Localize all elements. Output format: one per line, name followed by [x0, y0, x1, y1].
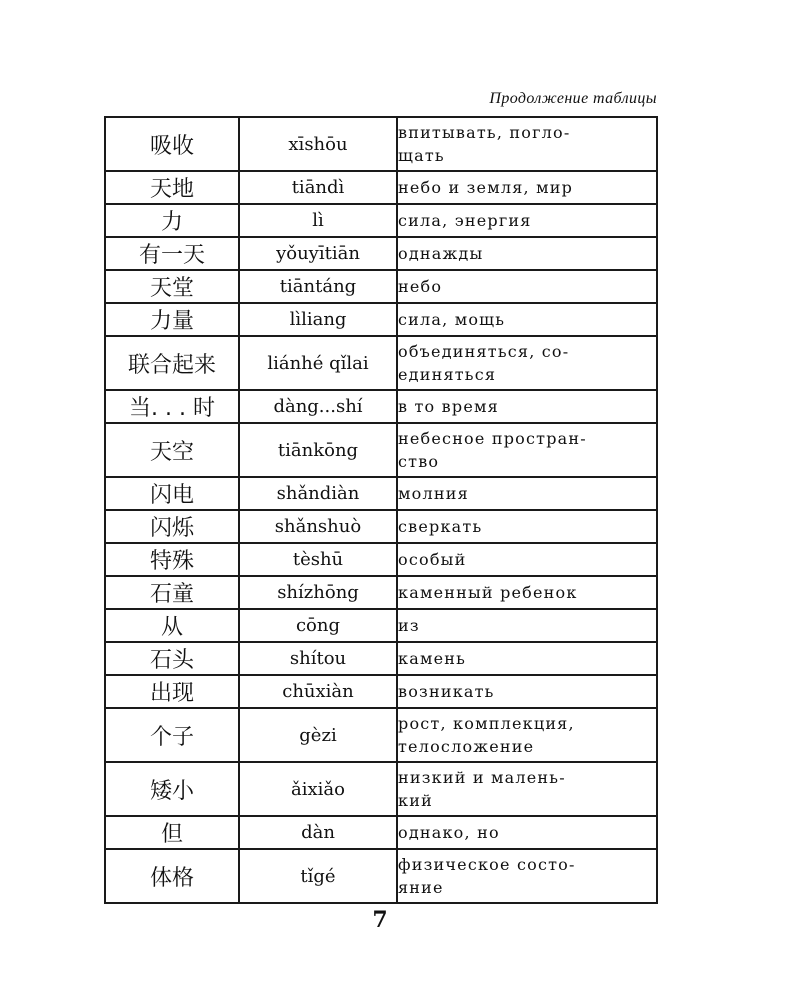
pinyin-cell: tǐgé	[239, 849, 397, 903]
translation-cell: небо	[397, 270, 657, 303]
pinyin-cell: gèzi	[239, 708, 397, 762]
hanzi-cell: 吸收	[105, 117, 239, 171]
pinyin-cell: dàn	[239, 816, 397, 849]
hanzi-cell: 体格	[105, 849, 239, 903]
translation-cell: в то время	[397, 390, 657, 423]
hanzi-cell: 出现	[105, 675, 239, 708]
hanzi-cell: 有一天	[105, 237, 239, 270]
table-row	[105, 390, 657, 423]
table-continuation-caption: Продолжение таблицы	[489, 90, 657, 107]
pinyin-cell: lì	[239, 204, 397, 237]
hanzi-cell: 但	[105, 816, 239, 849]
hanzi-cell: 天堂	[105, 270, 239, 303]
pinyin-cell: tiānkōng	[239, 423, 397, 477]
table-row	[105, 543, 657, 576]
vocabulary-table	[104, 116, 658, 904]
table-row	[105, 849, 657, 903]
table-row	[105, 708, 657, 762]
translation-cell: рост, комплекция, телосложение	[397, 708, 657, 762]
translation-cell: из	[397, 609, 657, 642]
hanzi-cell: 当. . . 时	[105, 390, 239, 423]
translation-cell: небо и земля, мир	[397, 171, 657, 204]
table-row	[105, 477, 657, 510]
pinyin-cell: tèshū	[239, 543, 397, 576]
hanzi-cell: 石童	[105, 576, 239, 609]
page-number: 7	[372, 907, 388, 933]
hanzi-cell: 从	[105, 609, 239, 642]
hanzi-cell: 矮小	[105, 762, 239, 816]
translation-cell: однако, но	[397, 816, 657, 849]
hanzi-cell: 石头	[105, 642, 239, 675]
hanzi-cell: 联合起来	[105, 336, 239, 390]
pinyin-cell: lìliang	[239, 303, 397, 336]
pinyin-cell: shízhōng	[239, 576, 397, 609]
hanzi-cell: 闪烁	[105, 510, 239, 543]
translation-cell: однажды	[397, 237, 657, 270]
hanzi-cell: 天空	[105, 423, 239, 477]
table-row	[105, 270, 657, 303]
table-row	[105, 609, 657, 642]
table-row	[105, 642, 657, 675]
pinyin-cell: dàng...shí	[239, 390, 397, 423]
pinyin-cell: chūxiàn	[239, 675, 397, 708]
vocabulary-table-body	[105, 117, 657, 903]
table-row	[105, 576, 657, 609]
translation-cell: сила, энергия	[397, 204, 657, 237]
hanzi-cell: 力量	[105, 303, 239, 336]
hanzi-cell: 特殊	[105, 543, 239, 576]
table-row	[105, 303, 657, 336]
translation-cell: низкий и малень- кий	[397, 762, 657, 816]
table-row	[105, 336, 657, 390]
table-row	[105, 816, 657, 849]
pinyin-cell: liánhé qǐlai	[239, 336, 397, 390]
translation-cell: сила, мощь	[397, 303, 657, 336]
translation-cell: сверкать	[397, 510, 657, 543]
hanzi-cell: 闪电	[105, 477, 239, 510]
translation-cell: каменный ребенок	[397, 576, 657, 609]
table-row	[105, 117, 657, 171]
table-row	[105, 423, 657, 477]
pinyin-cell: ǎixiǎo	[239, 762, 397, 816]
table-row	[105, 762, 657, 816]
pinyin-cell: yǒuyītiān	[239, 237, 397, 270]
translation-cell: молния	[397, 477, 657, 510]
pinyin-cell: shǎnshuò	[239, 510, 397, 543]
pinyin-cell: shǎndiàn	[239, 477, 397, 510]
table-row	[105, 675, 657, 708]
hanzi-cell: 力	[105, 204, 239, 237]
hanzi-cell: 天地	[105, 171, 239, 204]
table-row	[105, 510, 657, 543]
translation-cell: объединяться, со- единяться	[397, 336, 657, 390]
translation-cell: небесное простран- ство	[397, 423, 657, 477]
translation-cell: впитывать, погло- щать	[397, 117, 657, 171]
table-row	[105, 171, 657, 204]
translation-cell: возникать	[397, 675, 657, 708]
translation-cell: камень	[397, 642, 657, 675]
table-row	[105, 204, 657, 237]
hanzi-cell: 个子	[105, 708, 239, 762]
pinyin-cell: xīshōu	[239, 117, 397, 171]
pinyin-cell: tiāntáng	[239, 270, 397, 303]
translation-cell: физическое состо- яние	[397, 849, 657, 903]
table-row	[105, 237, 657, 270]
pinyin-cell: shítou	[239, 642, 397, 675]
pinyin-cell: tiāndì	[239, 171, 397, 204]
pinyin-cell: cōng	[239, 609, 397, 642]
translation-cell: особый	[397, 543, 657, 576]
